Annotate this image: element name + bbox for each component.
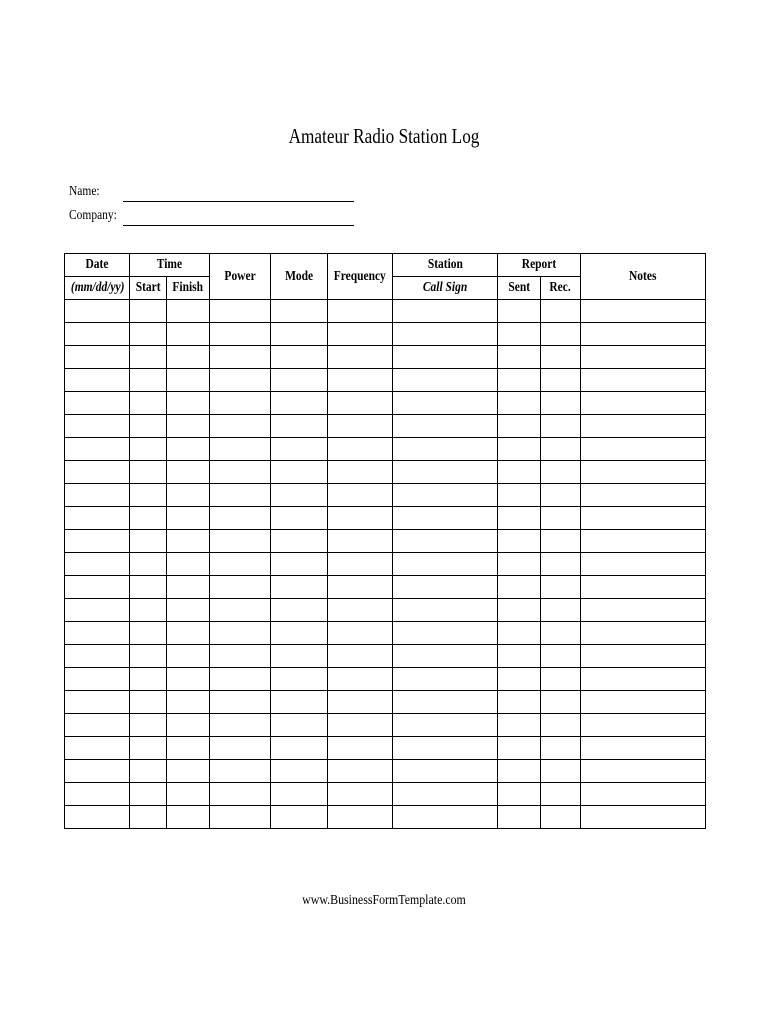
table-row (65, 415, 706, 438)
log-cell[interactable] (271, 461, 328, 484)
log-cell[interactable] (393, 415, 498, 438)
log-cell[interactable] (210, 599, 271, 622)
log-table-header (65, 254, 706, 300)
log-cell[interactable] (130, 737, 167, 760)
log-cell[interactable] (541, 576, 581, 599)
log-cell[interactable] (498, 553, 541, 576)
log-cell[interactable] (498, 484, 541, 507)
log-cell[interactable] (130, 691, 167, 714)
log-cell[interactable] (65, 599, 130, 622)
log-cell[interactable] (130, 622, 167, 645)
log-cell[interactable] (210, 530, 271, 553)
log-cell[interactable] (581, 760, 706, 783)
log-cell[interactable] (541, 438, 581, 461)
log-cell[interactable] (167, 553, 210, 576)
log-cell[interactable] (328, 530, 393, 553)
log-cell[interactable] (130, 507, 167, 530)
log-cell[interactable] (65, 783, 130, 806)
log-cell[interactable] (167, 300, 210, 323)
log-cell[interactable] (581, 737, 706, 760)
log-cell[interactable] (541, 737, 581, 760)
log-cell[interactable] (328, 576, 393, 599)
log-cell[interactable] (167, 783, 210, 806)
log-cell[interactable] (581, 668, 706, 691)
log-cell[interactable] (167, 392, 210, 415)
log-cell[interactable] (541, 553, 581, 576)
log-cell[interactable] (65, 645, 130, 668)
log-cell[interactable] (393, 507, 498, 530)
log-cell[interactable] (65, 369, 130, 392)
log-cell[interactable] (393, 553, 498, 576)
log-cell[interactable] (210, 760, 271, 783)
log-cell[interactable] (65, 323, 130, 346)
log-cell[interactable] (210, 461, 271, 484)
log-cell[interactable] (271, 507, 328, 530)
log-cell[interactable] (393, 599, 498, 622)
table-row (65, 507, 706, 530)
log-cell[interactable] (271, 530, 328, 553)
log-cell[interactable] (393, 346, 498, 369)
log-cell[interactable] (210, 392, 271, 415)
log-cell[interactable] (210, 714, 271, 737)
log-cell[interactable] (581, 507, 706, 530)
log-cell[interactable] (271, 737, 328, 760)
log-cell[interactable] (541, 622, 581, 645)
log-cell[interactable] (328, 645, 393, 668)
log-cell[interactable] (498, 576, 541, 599)
header-sent: Sent (498, 277, 541, 300)
table-row (65, 323, 706, 346)
header-date-format: (mm/dd/yy) (65, 277, 130, 300)
log-cell[interactable] (581, 461, 706, 484)
log-cell[interactable] (498, 760, 541, 783)
log-cell[interactable] (328, 806, 393, 829)
log-cell[interactable] (393, 576, 498, 599)
log-cell[interactable] (271, 392, 328, 415)
name-input-line[interactable] (123, 201, 354, 202)
log-cell[interactable] (271, 369, 328, 392)
log-cell[interactable] (581, 622, 706, 645)
log-cell[interactable] (328, 415, 393, 438)
log-cell[interactable] (498, 438, 541, 461)
log-cell[interactable] (328, 599, 393, 622)
log-cell[interactable] (393, 760, 498, 783)
table-row (65, 369, 706, 392)
log-cell[interactable] (541, 668, 581, 691)
log-cell[interactable] (498, 691, 541, 714)
log-cell[interactable] (328, 668, 393, 691)
header-frequency: Frequency (328, 254, 393, 300)
log-cell[interactable] (581, 645, 706, 668)
log-cell[interactable] (393, 438, 498, 461)
log-cell[interactable] (541, 507, 581, 530)
log-cell[interactable] (393, 714, 498, 737)
log-cell[interactable] (65, 714, 130, 737)
log-cell[interactable] (167, 530, 210, 553)
log-cell[interactable] (498, 806, 541, 829)
log-cell[interactable] (328, 346, 393, 369)
log-cell[interactable] (210, 783, 271, 806)
header-start: Start (130, 277, 167, 300)
log-cell[interactable] (271, 300, 328, 323)
log-cell[interactable] (271, 691, 328, 714)
log-cell[interactable] (498, 530, 541, 553)
log-cell[interactable] (167, 599, 210, 622)
log-cell[interactable] (498, 507, 541, 530)
log-cell[interactable] (328, 553, 393, 576)
log-cell[interactable] (393, 737, 498, 760)
log-cell[interactable] (541, 484, 581, 507)
log-cell[interactable] (393, 530, 498, 553)
header-notes: Notes (581, 254, 706, 300)
footer-website: www.BusinessFormTemplate.com (302, 893, 466, 908)
log-cell[interactable] (167, 507, 210, 530)
log-cell[interactable] (541, 461, 581, 484)
log-cell[interactable] (541, 645, 581, 668)
log-cell[interactable] (581, 553, 706, 576)
log-cell[interactable] (393, 323, 498, 346)
header-date: Date (65, 254, 130, 277)
log-cell[interactable] (130, 369, 167, 392)
log-cell[interactable] (328, 714, 393, 737)
log-cell[interactable] (210, 346, 271, 369)
log-cell[interactable] (581, 806, 706, 829)
log-cell[interactable] (210, 415, 271, 438)
table-row (65, 346, 706, 369)
log-cell[interactable] (167, 691, 210, 714)
log-cell[interactable] (541, 415, 581, 438)
table-row (65, 300, 706, 323)
log-cell[interactable] (328, 300, 393, 323)
log-cell[interactable] (210, 668, 271, 691)
log-cell[interactable] (498, 599, 541, 622)
log-cell[interactable] (130, 668, 167, 691)
log-cell[interactable] (581, 415, 706, 438)
log-cell[interactable] (393, 300, 498, 323)
log-cell[interactable] (65, 438, 130, 461)
log-cell[interactable] (498, 323, 541, 346)
log-cell[interactable] (498, 300, 541, 323)
log-cell[interactable] (581, 484, 706, 507)
log-cell[interactable] (271, 714, 328, 737)
table-row (65, 691, 706, 714)
log-cell[interactable] (498, 392, 541, 415)
log-cell[interactable] (393, 369, 498, 392)
log-cell[interactable] (167, 622, 210, 645)
log-cell[interactable] (393, 645, 498, 668)
log-cell[interactable] (167, 346, 210, 369)
log-cell[interactable] (130, 461, 167, 484)
header-power: Power (210, 254, 271, 300)
name-field-row (69, 184, 369, 204)
header-time: Time (130, 254, 210, 277)
company-label: Company: (69, 208, 117, 223)
log-cell[interactable] (581, 783, 706, 806)
log-cell[interactable] (130, 806, 167, 829)
log-cell[interactable] (328, 323, 393, 346)
log-cell[interactable] (65, 530, 130, 553)
table-row (65, 783, 706, 806)
log-cell[interactable] (167, 806, 210, 829)
log-cell[interactable] (210, 438, 271, 461)
log-cell[interactable] (393, 691, 498, 714)
log-cell[interactable] (210, 691, 271, 714)
log-cell[interactable] (581, 438, 706, 461)
log-cell[interactable] (498, 783, 541, 806)
log-cell[interactable] (167, 438, 210, 461)
log-cell[interactable] (210, 300, 271, 323)
log-cell[interactable] (65, 553, 130, 576)
header-finish: Finish (167, 277, 210, 300)
log-cell[interactable] (541, 530, 581, 553)
log-cell[interactable] (210, 553, 271, 576)
log-cell[interactable] (167, 576, 210, 599)
log-cell[interactable] (210, 737, 271, 760)
log-cell[interactable] (328, 392, 393, 415)
log-cell[interactable] (210, 369, 271, 392)
log-cell[interactable] (167, 668, 210, 691)
log-cell[interactable] (328, 622, 393, 645)
log-cell[interactable] (581, 576, 706, 599)
header-rec: Rec. (541, 277, 581, 300)
log-cell[interactable] (210, 323, 271, 346)
log-cell[interactable] (541, 783, 581, 806)
header-call-sign: Call Sign (393, 277, 498, 300)
log-cell[interactable] (581, 691, 706, 714)
log-cell[interactable] (581, 530, 706, 553)
log-cell[interactable] (393, 668, 498, 691)
log-cell[interactable] (498, 714, 541, 737)
log-cell[interactable] (393, 461, 498, 484)
log-table (64, 253, 706, 829)
log-cell[interactable] (65, 392, 130, 415)
log-cell[interactable] (541, 323, 581, 346)
log-cell[interactable] (167, 737, 210, 760)
log-cell[interactable] (130, 392, 167, 415)
log-cell[interactable] (210, 576, 271, 599)
log-cell[interactable] (210, 622, 271, 645)
log-cell[interactable] (393, 622, 498, 645)
name-label: Name: (69, 184, 100, 199)
log-cell[interactable] (498, 668, 541, 691)
log-cell[interactable] (271, 438, 328, 461)
log-cell[interactable] (498, 461, 541, 484)
log-cell[interactable] (167, 461, 210, 484)
log-cell[interactable] (130, 760, 167, 783)
table-row (65, 553, 706, 576)
log-cell[interactable] (271, 622, 328, 645)
log-cell[interactable] (130, 783, 167, 806)
log-cell[interactable] (581, 369, 706, 392)
log-cell[interactable] (393, 783, 498, 806)
table-row (65, 645, 706, 668)
log-cell[interactable] (498, 369, 541, 392)
log-cell[interactable] (210, 645, 271, 668)
log-cell[interactable] (130, 645, 167, 668)
log-cell[interactable] (581, 392, 706, 415)
log-cell[interactable] (65, 691, 130, 714)
log-cell[interactable] (65, 737, 130, 760)
company-field-row (69, 208, 369, 228)
log-cell[interactable] (65, 300, 130, 323)
log-cell[interactable] (581, 599, 706, 622)
log-cell[interactable] (65, 484, 130, 507)
log-cell[interactable] (541, 346, 581, 369)
log-cell[interactable] (167, 323, 210, 346)
table-row (65, 530, 706, 553)
log-cell[interactable] (130, 714, 167, 737)
log-cell[interactable] (167, 484, 210, 507)
log-cell[interactable] (167, 760, 210, 783)
table-row (65, 599, 706, 622)
log-cell[interactable] (167, 415, 210, 438)
log-cell[interactable] (328, 737, 393, 760)
log-cell[interactable] (393, 392, 498, 415)
log-cell[interactable] (328, 507, 393, 530)
log-cell[interactable] (271, 323, 328, 346)
log-cell[interactable] (130, 323, 167, 346)
log-cell[interactable] (328, 691, 393, 714)
table-row (65, 714, 706, 737)
table-row (65, 806, 706, 829)
log-cell[interactable] (65, 346, 130, 369)
log-cell[interactable] (393, 806, 498, 829)
log-cell[interactable] (65, 622, 130, 645)
log-cell[interactable] (328, 484, 393, 507)
log-cell[interactable] (210, 507, 271, 530)
log-cell[interactable] (130, 530, 167, 553)
log-cell[interactable] (328, 461, 393, 484)
log-cell[interactable] (498, 737, 541, 760)
log-cell[interactable] (581, 323, 706, 346)
company-input-line[interactable] (123, 225, 354, 226)
log-cell[interactable] (65, 806, 130, 829)
table-row (65, 392, 706, 415)
header-mode: Mode (271, 254, 328, 300)
log-cell[interactable] (328, 369, 393, 392)
log-cell[interactable] (328, 438, 393, 461)
table-row (65, 668, 706, 691)
log-cell[interactable] (541, 806, 581, 829)
table-row (65, 438, 706, 461)
log-cell[interactable] (65, 760, 130, 783)
log-cell[interactable] (498, 622, 541, 645)
header-report: Report (498, 254, 581, 277)
log-cell[interactable] (393, 484, 498, 507)
table-row (65, 737, 706, 760)
log-cell[interactable] (130, 346, 167, 369)
log-cell[interactable] (271, 806, 328, 829)
log-cell[interactable] (271, 576, 328, 599)
log-cell[interactable] (65, 576, 130, 599)
log-cell[interactable] (498, 346, 541, 369)
log-cell[interactable] (65, 507, 130, 530)
log-cell[interactable] (130, 415, 167, 438)
log-cell[interactable] (65, 415, 130, 438)
log-cell[interactable] (541, 392, 581, 415)
log-cell[interactable] (65, 668, 130, 691)
log-cell[interactable] (498, 645, 541, 668)
log-cell[interactable] (167, 369, 210, 392)
log-cell[interactable] (581, 300, 706, 323)
table-row (65, 484, 706, 507)
log-cell[interactable] (167, 714, 210, 737)
log-cell[interactable] (271, 645, 328, 668)
log-cell[interactable] (581, 714, 706, 737)
log-cell[interactable] (130, 438, 167, 461)
log-cell[interactable] (541, 599, 581, 622)
log-cell[interactable] (130, 599, 167, 622)
log-cell[interactable] (130, 553, 167, 576)
log-cell[interactable] (541, 760, 581, 783)
table-row (65, 461, 706, 484)
page-title: Amateur Radio Station Log (288, 124, 480, 148)
log-cell[interactable] (541, 691, 581, 714)
log-cell[interactable] (271, 783, 328, 806)
log-cell[interactable] (328, 760, 393, 783)
log-cell[interactable] (581, 346, 706, 369)
log-cell[interactable] (130, 576, 167, 599)
table-row (65, 760, 706, 783)
log-cell[interactable] (271, 668, 328, 691)
table-row (65, 576, 706, 599)
log-cell[interactable] (541, 714, 581, 737)
log-cell[interactable] (271, 415, 328, 438)
table-row (65, 622, 706, 645)
header-station: Station (393, 254, 498, 277)
log-cell[interactable] (498, 415, 541, 438)
log-cell[interactable] (210, 806, 271, 829)
log-cell[interactable] (271, 553, 328, 576)
log-cell[interactable] (328, 783, 393, 806)
log-table-body (65, 300, 706, 829)
log-cell[interactable] (65, 461, 130, 484)
log-cell[interactable] (271, 484, 328, 507)
log-cell[interactable] (541, 300, 581, 323)
log-cell[interactable] (271, 346, 328, 369)
log-cell[interactable] (130, 300, 167, 323)
log-cell[interactable] (167, 645, 210, 668)
log-cell[interactable] (210, 484, 271, 507)
log-cell[interactable] (130, 484, 167, 507)
log-cell[interactable] (271, 760, 328, 783)
log-cell[interactable] (271, 599, 328, 622)
log-cell[interactable] (541, 369, 581, 392)
